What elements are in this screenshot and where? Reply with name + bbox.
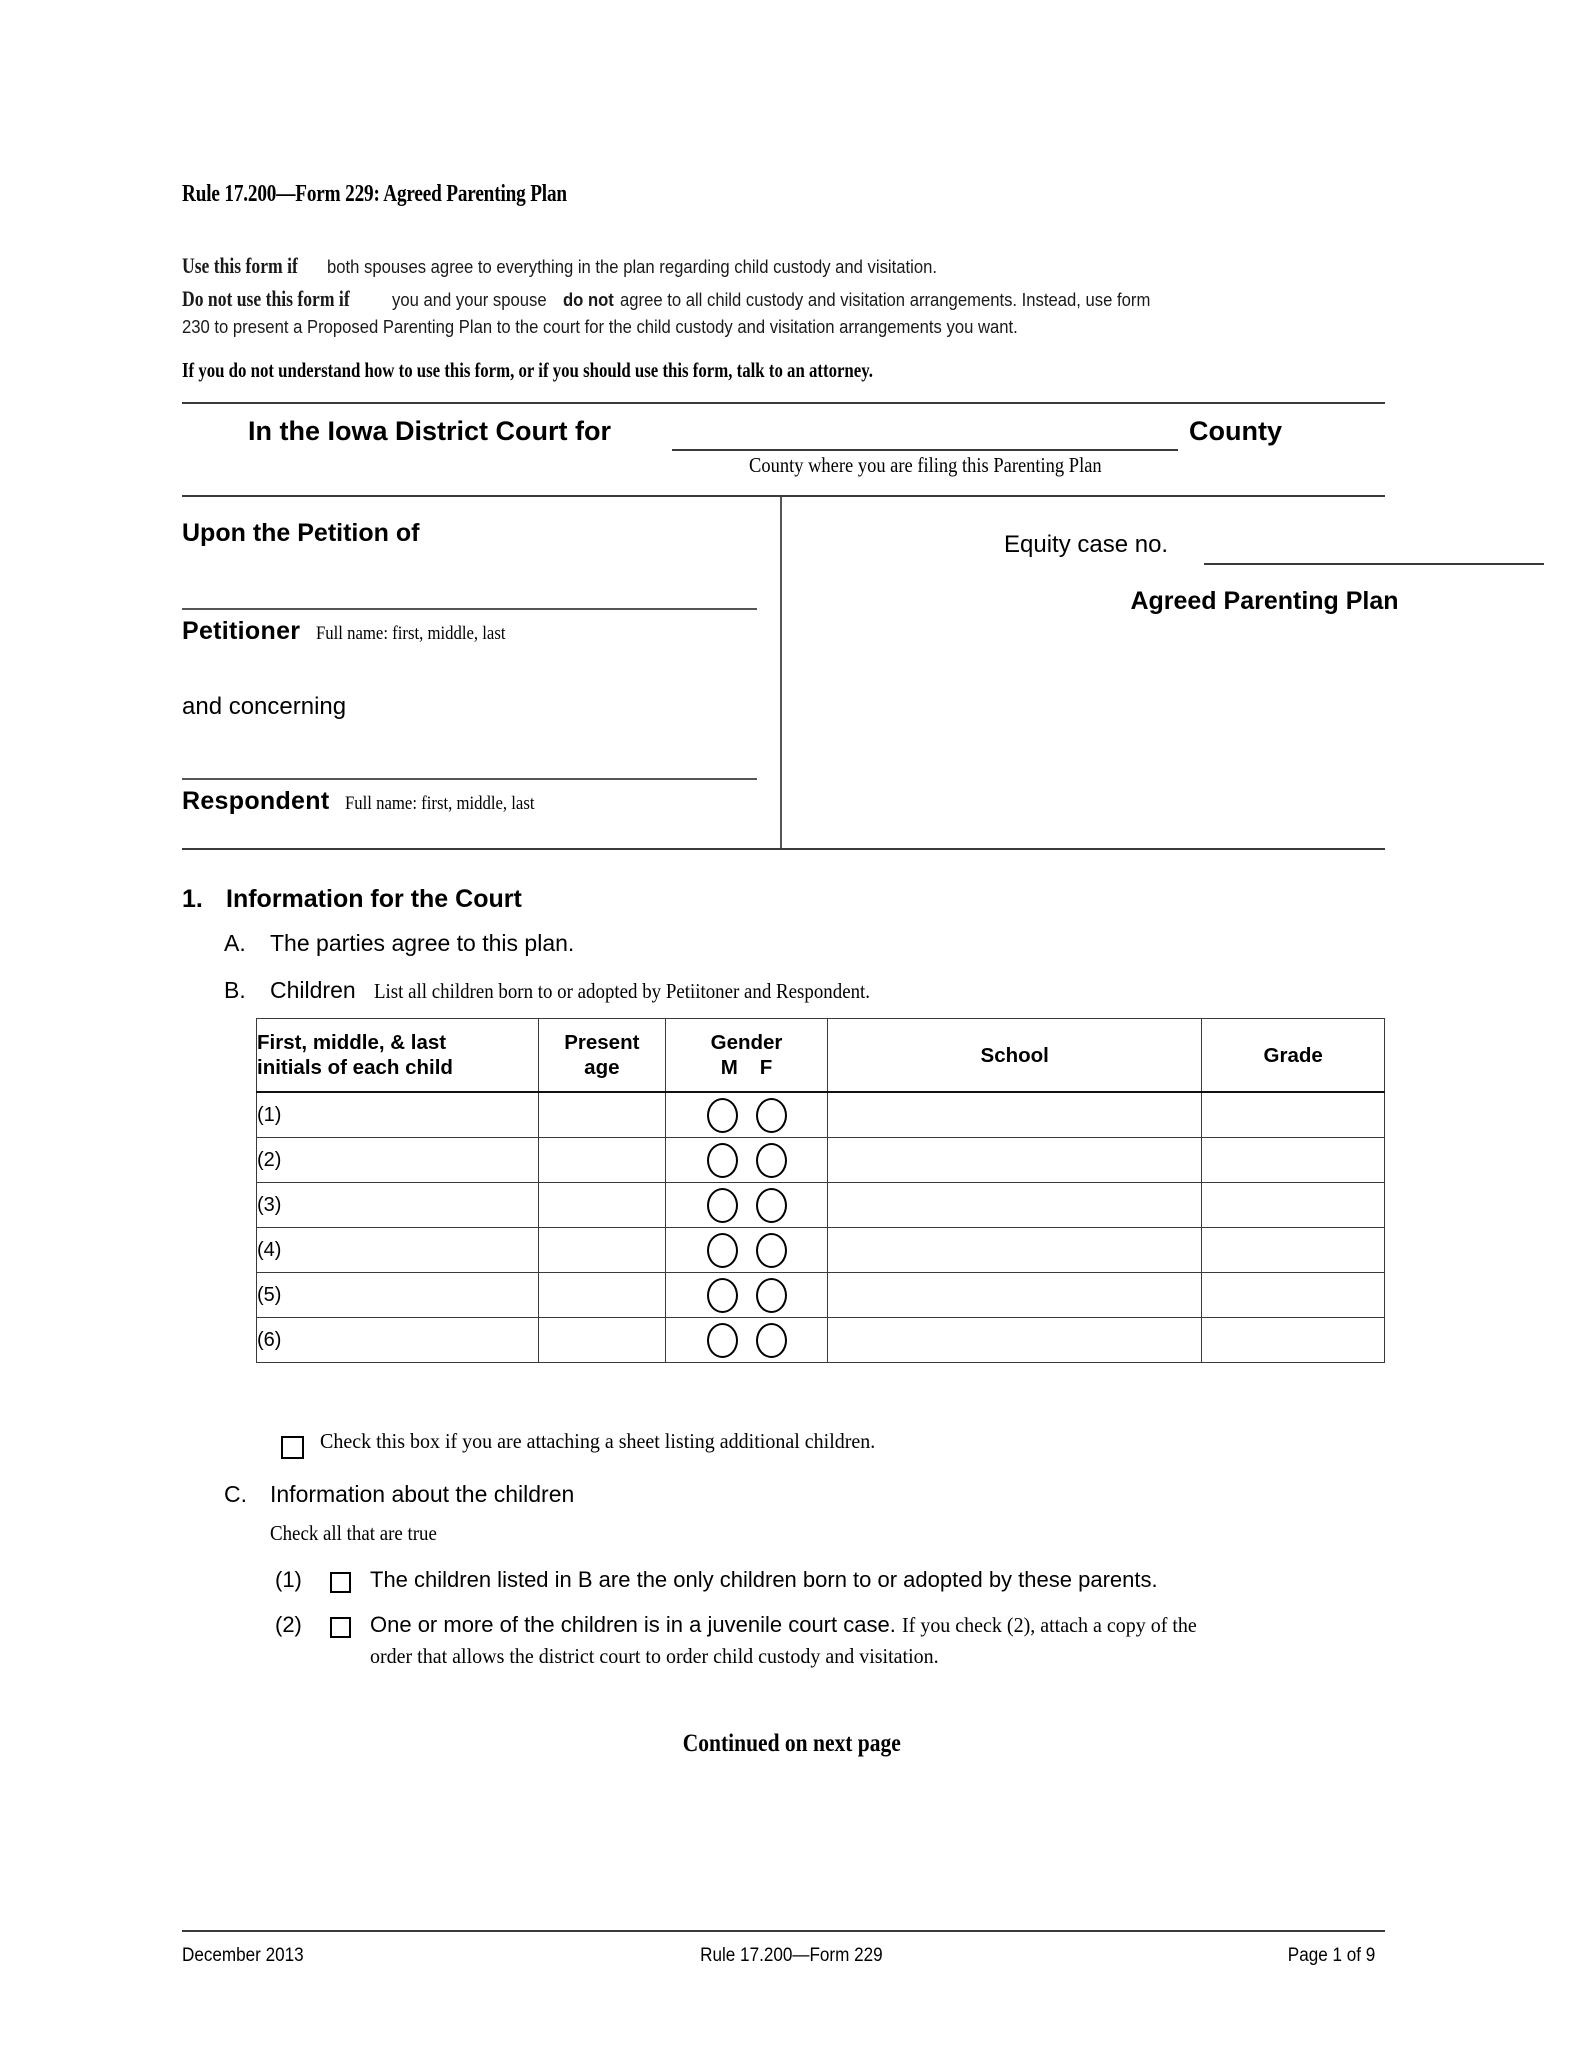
use-this-form-lead: Use this form if — [182, 253, 298, 278]
c-item-2-label-main: One or more of the children is in a juvenile court case. — [370, 1612, 902, 1637]
item-b-note: List all children born to or adopted by Petiitoner and Respondent. — [373, 979, 870, 1003]
row-3-initials-cell[interactable] — [257, 1183, 539, 1228]
item-a-text: The parties agree to this plan. — [270, 930, 575, 956]
county-input-blank[interactable] — [672, 449, 1178, 451]
do-not-use-line2-text: 230 to present a Proposed Parenting Plan to the court for the child custody and visitation arrangements you want. — [182, 316, 1018, 337]
county-caption: County where you are filing this Parenting Plan — [748, 453, 1102, 477]
row-4-gender-male-circle[interactable] — [707, 1233, 738, 1268]
row-2-school-cell[interactable] — [828, 1138, 1202, 1183]
footer-date: December 2013 — [182, 1945, 304, 1966]
row-5-index: (5) — [257, 1283, 282, 1306]
col-header-school: School — [828, 1019, 1202, 1093]
county-word-label: County — [1189, 416, 1282, 446]
respondent-row — [182, 787, 561, 816]
row-4-grade-cell[interactable] — [1202, 1228, 1385, 1273]
attach-additional-children-checkbox[interactable] — [281, 1436, 304, 1459]
row-3-gender-female-circle[interactable] — [756, 1188, 787, 1223]
col-header-age — [538, 1019, 665, 1093]
table-row — [257, 1228, 1385, 1273]
row-2-gender-male-circle[interactable] — [707, 1143, 738, 1178]
equity-case-label: Equity case no. — [1004, 531, 1169, 558]
item-c-letter: C. — [224, 1481, 247, 1507]
row-6-index: (6) — [257, 1328, 282, 1351]
c-item-2-continuation: order that allows the district court to order child custody and visitation. — [370, 1644, 939, 1668]
c-item-2-label — [370, 1612, 1219, 1638]
petitioner-row — [182, 617, 532, 646]
petitioner-note: Full name: first, middle, last — [316, 623, 506, 644]
c-item-2-number: (2) — [275, 1612, 302, 1637]
row-1-index: (1) — [257, 1103, 282, 1126]
row-5-grade-cell[interactable] — [1202, 1273, 1385, 1318]
row-1-grade-cell[interactable] — [1202, 1092, 1385, 1138]
row-6-grade-cell[interactable] — [1202, 1318, 1385, 1363]
row-5-school-cell[interactable] — [828, 1273, 1202, 1318]
children-table — [256, 1018, 1385, 1363]
use-this-form-text: both spouses agree to everything in the plan regarding child custody and visitation. — [326, 256, 937, 277]
page-title-text: Rule 17.200—Form 229: Agreed Parenting Plan — [182, 181, 567, 207]
row-3-index: (3) — [257, 1193, 282, 1216]
col-header-gender-label: Gender — [710, 1031, 783, 1054]
row-4-school-cell[interactable] — [828, 1228, 1202, 1273]
row-1-gender-male-circle[interactable] — [707, 1098, 738, 1133]
row-6-initials-cell[interactable] — [257, 1318, 539, 1363]
row-2-grade-cell[interactable] — [1202, 1138, 1385, 1183]
caption-plan-title: Agreed Parenting Plan — [1130, 587, 1399, 615]
petitioner-name-blank[interactable] — [182, 608, 757, 610]
row-1-gender-cell — [666, 1092, 828, 1138]
row-4-index: (4) — [257, 1238, 282, 1261]
row-1-age-cell[interactable] — [538, 1092, 665, 1138]
row-2-initials-cell[interactable] — [257, 1138, 539, 1183]
children-table-head — [257, 1019, 1385, 1093]
c-item-1-label: The children listed in B are the only children born to or adopted by these parents. — [370, 1567, 1158, 1592]
page-title — [182, 181, 663, 208]
c-item-2-label-serif: If you check (2), attach a copy of the — [901, 1613, 1197, 1637]
col-header-age-line2: age — [584, 1056, 620, 1079]
table-row — [257, 1092, 1385, 1138]
item-b-text: Children List all children born to or adopted by Petiitoner and Respondent. — [270, 977, 925, 1004]
footer-page-number: Page 1 of 9 — [1287, 1945, 1376, 1966]
col-header-grade: Grade — [1202, 1019, 1385, 1093]
table-row — [257, 1273, 1385, 1318]
row-2-gender-cell — [666, 1138, 828, 1183]
c-item-2-checkbox[interactable] — [330, 1617, 351, 1638]
row-3-gender-cell — [666, 1183, 828, 1228]
c-item-1-checkbox[interactable] — [330, 1572, 351, 1593]
col-header-gender — [666, 1019, 828, 1093]
do-not-use-line-2 — [182, 313, 1412, 341]
use-this-form-line — [182, 252, 1005, 281]
continued-note: Continued on next page — [682, 1730, 901, 1757]
and-concerning-label: and concerning — [182, 693, 347, 720]
table-row — [257, 1183, 1385, 1228]
section-1-number: 1. — [182, 885, 203, 913]
row-2-index: (2) — [257, 1148, 282, 1171]
c-item-1-number: (1) — [275, 1567, 302, 1592]
table-row — [257, 1318, 1385, 1363]
do-not-use-text-b: agree to all child custody and visitation arrangements. Instead, use form — [619, 289, 1151, 310]
row-4-gender-female-circle[interactable] — [756, 1233, 787, 1268]
respondent-note: Full name: first, middle, last — [345, 793, 535, 814]
row-5-initials-cell[interactable] — [257, 1273, 539, 1318]
item-c-instruction: Check all that are true — [270, 1521, 437, 1545]
upon-the-petition-of-label: Upon the Petition of — [182, 519, 420, 547]
row-2-age-cell[interactable] — [538, 1138, 665, 1183]
gender-m-label: M — [720, 1056, 760, 1079]
section-1-title: Information for the Court — [226, 885, 522, 913]
item-c-text: Information about the children — [270, 1481, 575, 1507]
case-caption-box — [182, 495, 1399, 850]
row-3-school-cell[interactable] — [828, 1183, 1202, 1228]
item-b-letter: B. — [224, 977, 246, 1003]
row-1-school-cell[interactable] — [828, 1092, 1202, 1138]
row-5-gender-male-circle[interactable] — [707, 1278, 738, 1313]
footer-rule — [182, 1930, 1385, 1932]
row-4-age-cell[interactable] — [538, 1228, 665, 1273]
col-header-initials-line2: initials of each child — [257, 1056, 453, 1079]
petitioner-label: Petitioner — [182, 617, 301, 645]
item-a-letter: A. — [224, 930, 246, 956]
children-table-body — [257, 1092, 1385, 1363]
row-6-age-cell[interactable] — [538, 1318, 665, 1363]
court-line-prefix: In the Iowa District Court for — [248, 416, 612, 446]
caption-bottom-rule — [182, 848, 1385, 850]
respondent-label: Respondent — [182, 787, 330, 815]
row-5-gender-female-circle[interactable] — [756, 1278, 787, 1313]
col-header-age-line1: Present — [564, 1031, 640, 1054]
footer-form-id: Rule 17.200—Form 229 — [700, 1945, 883, 1966]
row-1-gender-female-circle[interactable] — [756, 1098, 787, 1133]
row-5-gender-cell — [666, 1273, 828, 1318]
do-not-emphasis: do not — [563, 289, 615, 310]
row-3-gender-male-circle[interactable] — [707, 1188, 738, 1223]
row-4-initials-cell[interactable] — [257, 1228, 539, 1273]
row-6-gender-female-circle[interactable] — [756, 1323, 787, 1358]
row-1-initials-cell[interactable] — [257, 1092, 539, 1138]
row-5-age-cell[interactable] — [538, 1273, 665, 1318]
row-4-gender-cell — [666, 1228, 828, 1273]
do-not-use-text-a: you and your spouse — [391, 289, 547, 310]
equity-case-input-blank[interactable] — [1204, 563, 1544, 565]
row-6-school-cell[interactable] — [828, 1318, 1202, 1363]
row-3-age-cell[interactable] — [538, 1183, 665, 1228]
row-6-gender-male-circle[interactable] — [707, 1323, 738, 1358]
row-2-gender-female-circle[interactable] — [756, 1143, 787, 1178]
col-header-initials-line1: First, middle, & last — [257, 1031, 447, 1054]
col-header-initials — [257, 1019, 539, 1093]
do-not-use-lead: Do not use this form if — [182, 286, 350, 311]
gender-f-label: F — [759, 1056, 795, 1079]
row-3-grade-cell[interactable] — [1202, 1183, 1385, 1228]
table-row — [257, 1138, 1385, 1183]
children-table-header-row — [257, 1019, 1385, 1093]
row-6-gender-cell — [666, 1318, 828, 1363]
col-header-gender-mf — [666, 1055, 827, 1080]
do-not-use-line — [182, 285, 1412, 314]
attach-additional-children-label: Check this box if you are attaching a sheet listing additional children. — [320, 1429, 876, 1453]
header-top-rule — [182, 402, 1385, 404]
attorney-advice-note: If you do not understand how to use this form, or if you should use this form, talk to an attorney. — [182, 358, 873, 382]
respondent-name-blank[interactable] — [182, 778, 757, 780]
